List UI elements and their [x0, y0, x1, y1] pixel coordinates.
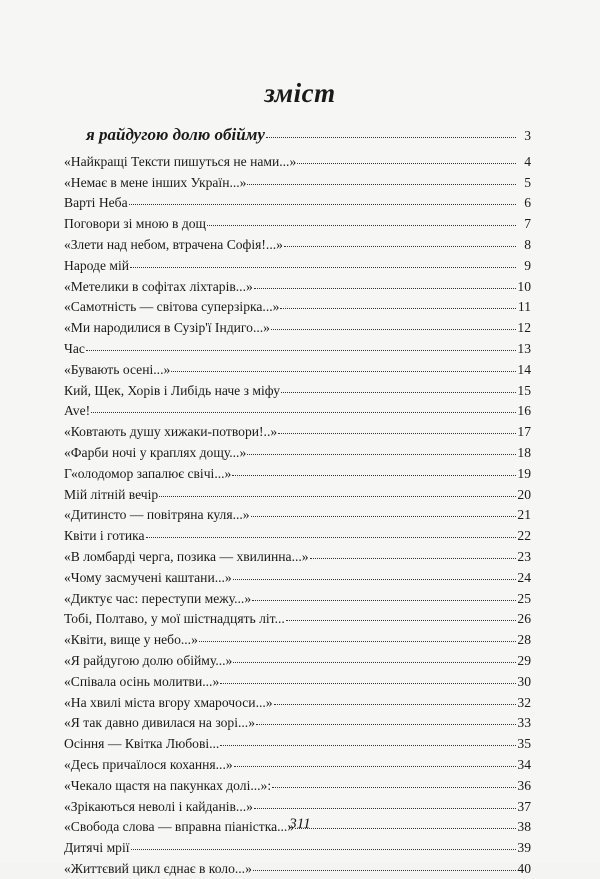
dot-leader [232, 463, 516, 476]
dot-leader [297, 151, 516, 164]
dot-leader [199, 629, 516, 642]
toc-entry-title: «Дитинсто — повітряна куля...» [64, 507, 250, 523]
toc-entry [64, 193, 531, 213]
toc-entry [64, 776, 531, 796]
toc-entry-page: 40 [517, 861, 531, 876]
toc-entry-page: 17 [517, 424, 531, 440]
toc-entry [64, 318, 531, 338]
toc-entry [64, 256, 531, 276]
toc-entry-page: 36 [517, 777, 531, 793]
toc-entry-page: 6 [524, 195, 531, 211]
toc-entry-title: Мій літній вечір [64, 486, 159, 502]
dot-leader [284, 234, 516, 247]
dot-leader [274, 692, 516, 705]
toc-entry-page: 29 [517, 653, 531, 668]
toc-entry [64, 235, 531, 255]
toc-entry-page: 24 [517, 569, 531, 585]
toc-entry-title: Дитячі мрії [64, 840, 130, 856]
toc-entry-title: «Квіти, вище у небо...» [64, 632, 198, 648]
toc-entry-page: 25 [517, 590, 531, 606]
toc-entry-title: «Самотність — світова суперзірка...» [64, 299, 280, 315]
toc-entry-title: Г«олодомор запалює свічі...» [64, 465, 232, 481]
dot-leader [272, 775, 516, 788]
toc-entry [64, 505, 531, 525]
toc-entry-title: «Диктує час: переступи межу...» [64, 590, 252, 606]
dot-leader [278, 421, 516, 434]
dot-leader [256, 712, 516, 725]
dot-leader [271, 317, 516, 330]
toc-entry-title: «Свобода слова — вправна піаністка...» [64, 819, 295, 835]
toc-entry-page: 12 [517, 320, 531, 336]
toc-entry [64, 422, 531, 442]
toc-entry-page: 14 [517, 361, 531, 377]
toc-entry [64, 797, 531, 817]
toc-entry-page: 30 [517, 673, 531, 689]
toc-entry-page: 28 [517, 632, 531, 648]
dot-leader [220, 671, 516, 684]
toc-entry-page: 39 [517, 840, 531, 856]
toc-entry-page: 23 [517, 549, 531, 564]
toc-entry-page: 21 [517, 507, 531, 523]
toc-entry-title: «Я так давно дивилася на зорі...» [64, 715, 255, 731]
toc-entry-title: «Співала осінь молитви...» [64, 673, 220, 689]
toc-entry [64, 297, 531, 317]
toc-entry-title: Тобі, Полтаво, у мої шістнадцять літ... [64, 611, 285, 627]
toc-entry-title: Квіти і готика [64, 528, 145, 544]
toc-entry [64, 734, 531, 754]
toc-entry [64, 401, 531, 421]
dot-leader [91, 400, 516, 413]
toc-entry-page: 16 [517, 403, 531, 419]
toc-entry-page: 10 [517, 278, 531, 294]
toc-entry-title: я райдугою долю обійму [86, 125, 265, 144]
toc-entry-page: 8 [524, 237, 531, 252]
toc-entry-title: «Фарби ночі у краплях дощу...» [64, 445, 247, 460]
toc-entry-page: 38 [517, 819, 531, 835]
dot-leader [171, 359, 516, 372]
toc-entry [64, 630, 531, 650]
toc-entry-page: 18 [517, 445, 531, 460]
toc-entry-page: 33 [517, 715, 531, 731]
toc-entry-title: «Немає в мене інших Україн...» [64, 174, 247, 190]
dot-leader [266, 125, 516, 138]
dot-leader [146, 525, 516, 538]
page-number: 311 [289, 816, 311, 832]
toc-section-heading [64, 125, 531, 145]
toc-entry-title: «Ковтають душу хижаки-потвори!..» [64, 424, 278, 440]
toc-entry-page: 3 [524, 128, 531, 143]
toc-entry-page: 22 [517, 528, 531, 544]
toc-entry [64, 651, 531, 671]
toc-entry-title: «Найкращі Тексти пишуться не нами...» [64, 153, 297, 169]
toc-entry-title: «Бувають осені...» [64, 361, 171, 377]
dot-leader [233, 650, 516, 663]
toc-entry-page: 32 [517, 694, 531, 710]
dot-leader [207, 213, 516, 226]
toc-entry-title: «Я райдугою долю обійму...» [64, 653, 233, 668]
toc-entry [64, 693, 531, 713]
dot-leader [86, 338, 516, 351]
toc-entry [64, 443, 531, 463]
toc-entry [64, 526, 531, 546]
toc-entry [64, 755, 531, 775]
dot-leader [247, 172, 516, 185]
toc-entry [64, 838, 531, 858]
toc-entry-page: 15 [517, 382, 531, 398]
toc-entry-page: 11 [517, 299, 531, 315]
toc-entry-title: Народе мій [64, 257, 130, 273]
toc-entry-page: 5 [524, 174, 531, 190]
toc-entry [64, 859, 531, 879]
toc-entry-title: «Життєвий цикл єднає в коло...» [64, 861, 252, 876]
toc-entry-page: 4 [524, 153, 531, 169]
toc-entry-page: 7 [524, 216, 531, 232]
toc-entry [64, 464, 531, 484]
dot-leader [130, 255, 516, 268]
toc-entry-page: 35 [517, 736, 531, 752]
toc-entry-title: Осіння — Квітка Любові... [64, 736, 220, 752]
contents-heading: зміст [264, 78, 336, 108]
toc-entry-page: 9 [524, 257, 531, 273]
toc-entry-title: «Зрікаються неволі і кайданів...» [64, 798, 253, 814]
toc-entry [64, 173, 531, 193]
toc-entry [64, 609, 531, 629]
dot-leader [234, 754, 516, 767]
toc-entry-page: 20 [517, 486, 531, 502]
toc-entry [64, 568, 531, 588]
toc-entry-title: Кий, Щек, Хорів і Либідь наче з міфу [64, 382, 281, 398]
dot-leader [252, 588, 516, 601]
dot-leader [253, 858, 516, 871]
toc-entry [64, 360, 531, 380]
dot-leader [286, 608, 516, 621]
dot-leader [129, 192, 516, 205]
toc-entry [64, 277, 531, 297]
toc-entry-page: 34 [517, 757, 531, 772]
dot-leader [233, 567, 516, 580]
toc-entry-title: «В ломбарді черга, позика — хвилинна...» [64, 549, 309, 564]
toc-entry-title: Ave! [64, 403, 91, 419]
toc-entry [64, 547, 531, 567]
dot-leader [251, 504, 516, 517]
dot-leader [247, 442, 516, 455]
toc-entry-page: 37 [517, 798, 531, 814]
toc-entry-title: «Злети над небом, втрачена Софія!...» [64, 237, 283, 252]
toc-entry [64, 485, 531, 505]
dot-leader [159, 484, 516, 497]
dot-leader [281, 380, 516, 393]
toc-entry [64, 214, 531, 234]
dot-leader [310, 546, 516, 559]
toc-entry [64, 152, 531, 172]
toc-entry [64, 713, 531, 733]
dot-leader [220, 733, 516, 746]
dot-leader [254, 276, 516, 289]
toc-entry-title: «Метелики в софітах ліхтарів...» [64, 278, 253, 294]
toc-entry-title: Варті Неба [64, 195, 128, 211]
toc-entry [64, 339, 531, 359]
toc-entry-title: «Чекало щастя на пакунках долі...»: [64, 777, 272, 793]
dot-leader [280, 296, 516, 309]
toc-entry [64, 672, 531, 692]
toc-entry-title: «Чому засмучені каштани...» [64, 569, 232, 585]
toc-entry-page: 19 [517, 465, 531, 481]
dot-leader [131, 837, 516, 850]
toc-entry-title: «На хвилі міста вгору хмарочоси...» [64, 694, 273, 710]
toc-entry [64, 589, 531, 609]
toc-entry-title: «Десь причаїлося кохання...» [64, 757, 233, 772]
dot-leader [254, 796, 516, 809]
toc-entry-title: Поговори зі мною в дощ [64, 216, 207, 232]
toc-entry [64, 381, 531, 401]
toc-entry-title: «Ми народилися в Сузір'ї Індиго...» [64, 320, 270, 336]
toc-entry-page: 26 [517, 611, 531, 627]
toc-entry-title: Час [64, 341, 85, 356]
toc-entry-page: 13 [517, 341, 531, 356]
